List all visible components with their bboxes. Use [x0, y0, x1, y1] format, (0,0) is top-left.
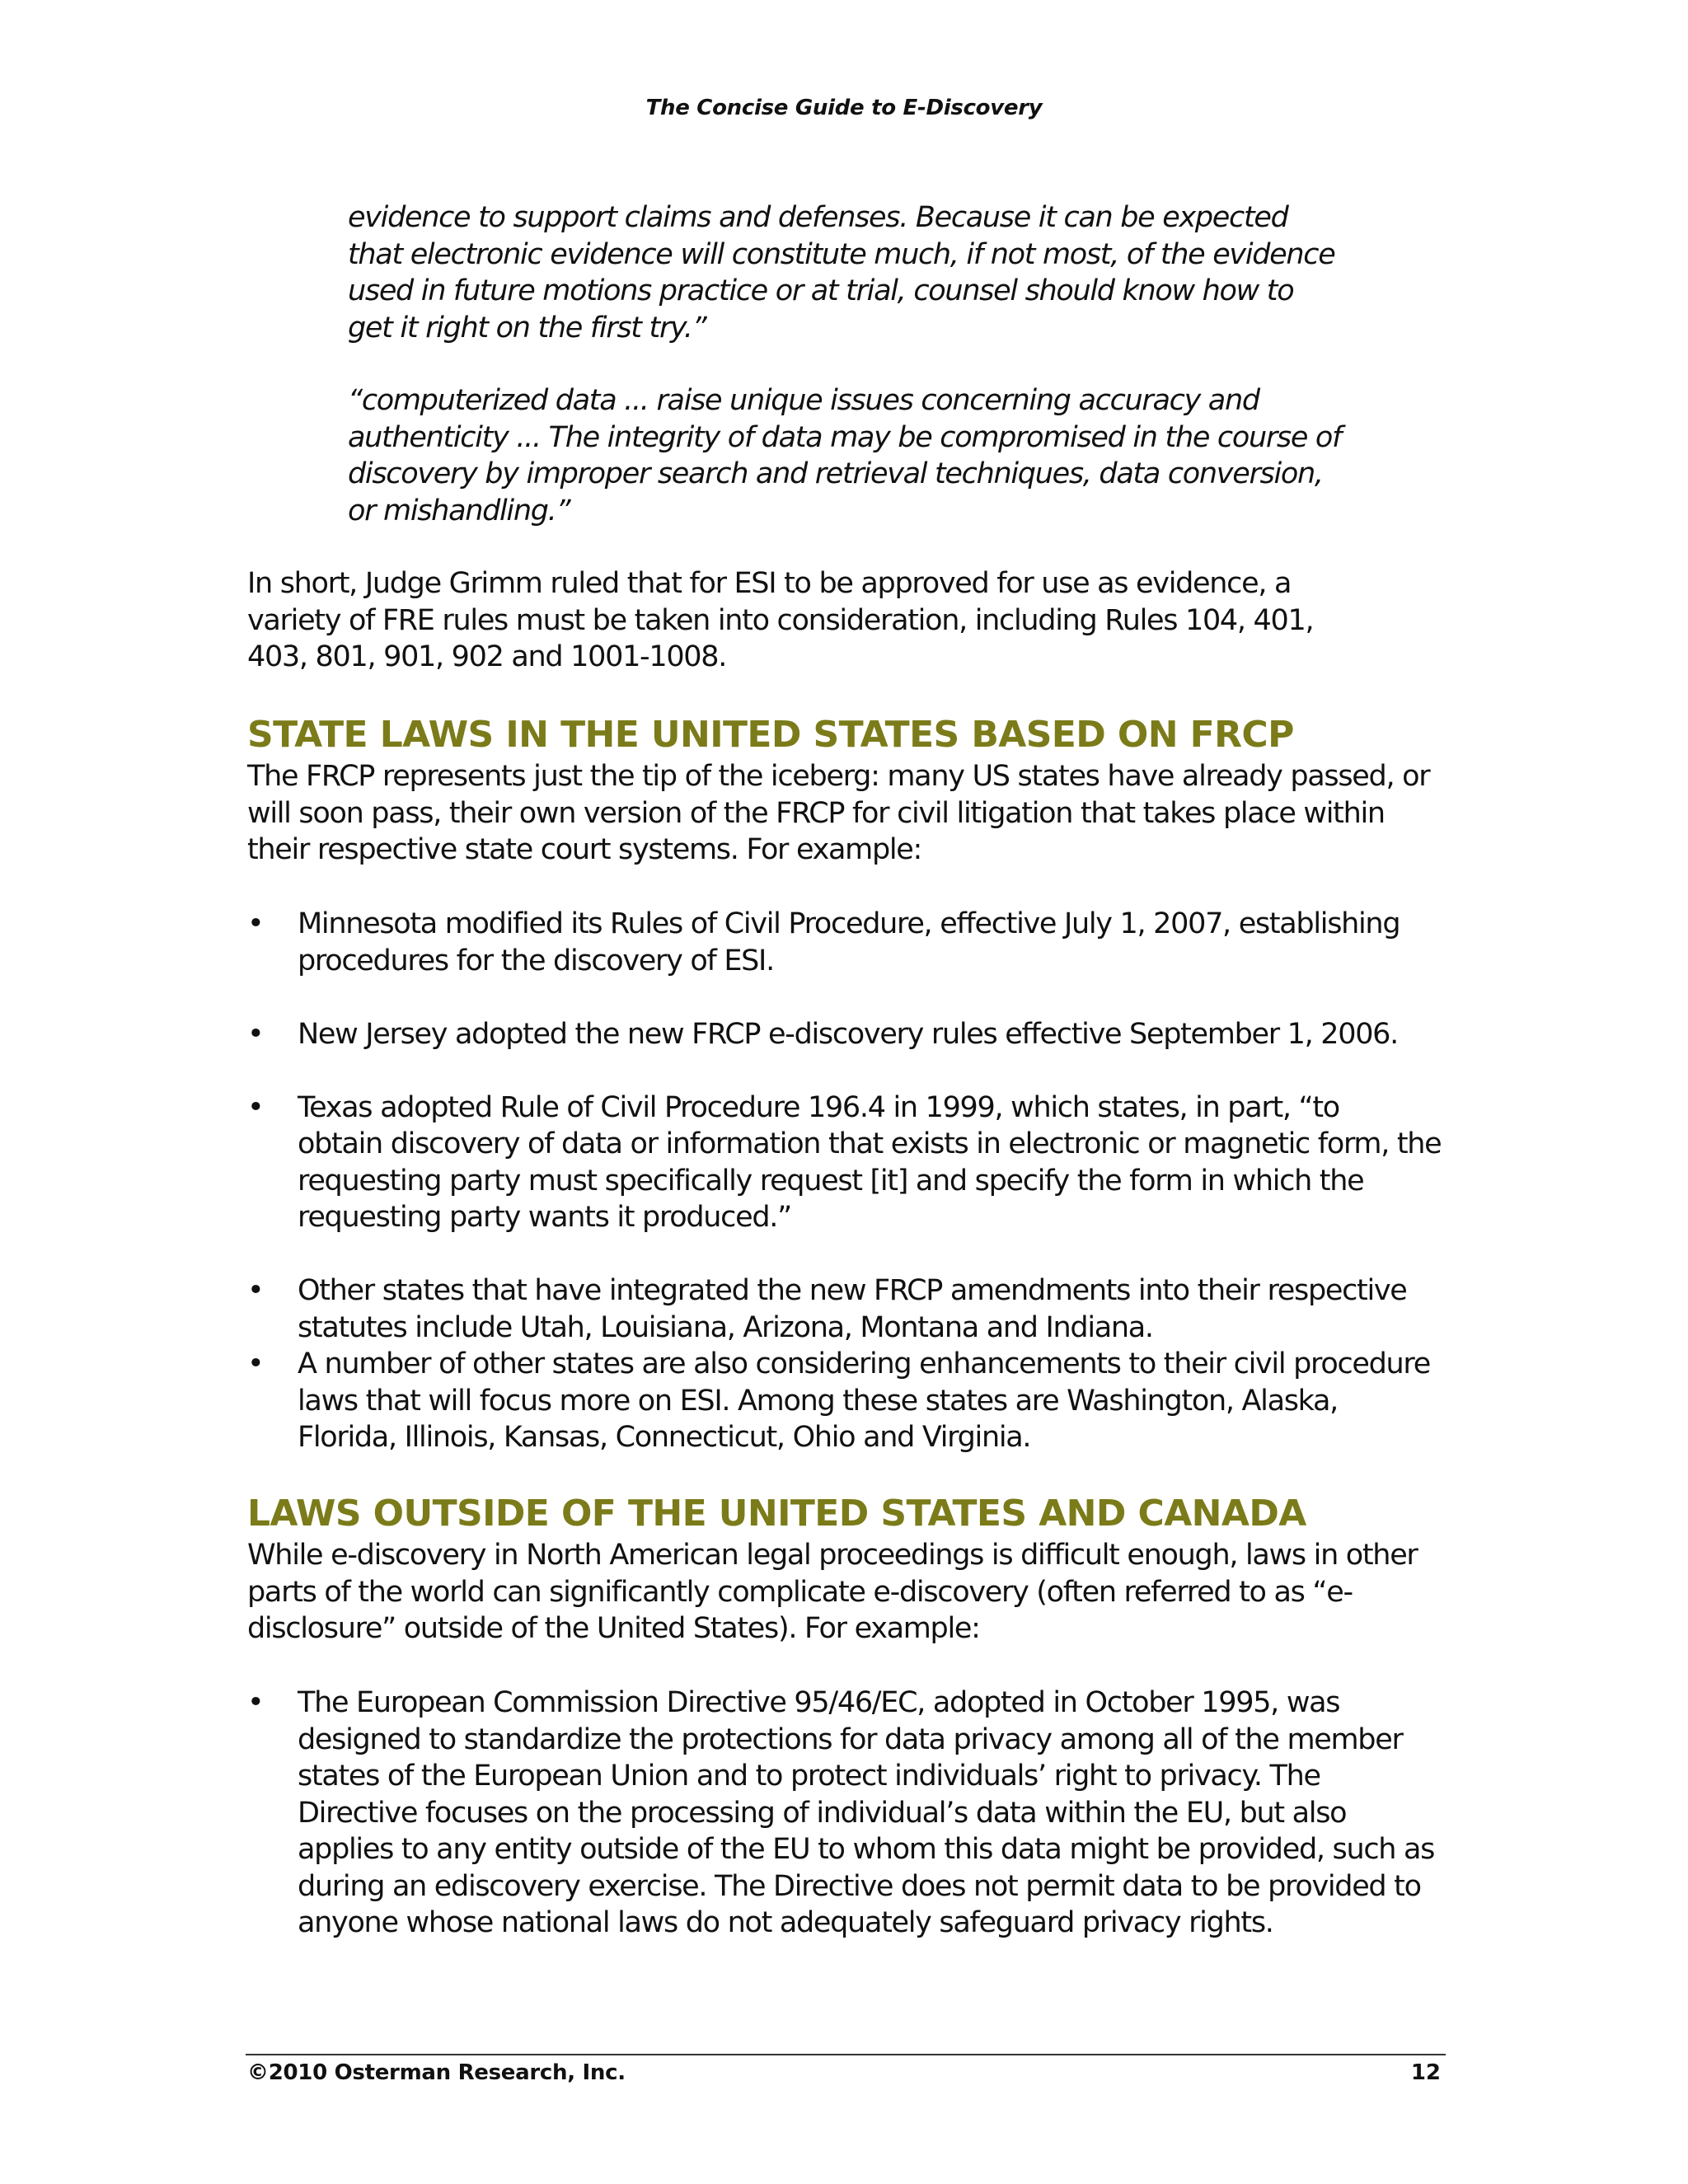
- block-quote: [348, 199, 1436, 346]
- quote-line: that electronic evidence will constitute much, if not most, of the evidence: [348, 237, 1335, 271]
- bullet-icon: •: [247, 907, 264, 940]
- laws-outside-intro-paragraph: [247, 1537, 1451, 1647]
- quote-line: authenticity ... The integrity of data may be compromised in the course of: [348, 420, 1342, 454]
- list-item: [247, 1016, 1467, 1053]
- bullet-icon: •: [247, 1347, 264, 1380]
- quote-line: “computerized data ... raise unique issues concerning accuracy and: [348, 384, 1259, 417]
- paragraph-line: variety of FRE rules must be taken into consideration, including Rules 104, 401,: [247, 603, 1314, 637]
- footer-copyright: ©2010 Osterman Research, Inc.: [247, 2060, 626, 2085]
- block-quote: [348, 382, 1436, 529]
- bullet-line: The European Commission Directive 95/46/EC, adopted in October 1995, was: [298, 1686, 1340, 1719]
- page-number: 12: [1410, 2060, 1441, 2085]
- bullet-line: requesting party must specifically request [it] and specify the form in which the: [298, 1164, 1364, 1197]
- bullet-line: procedures for the discovery of ESI.: [298, 944, 774, 977]
- paragraph-line: disclosure” outside of the United States). For example:: [247, 1612, 980, 1645]
- section-heading-laws-outside-us: LAWS OUTSIDE OF THE UNITED STATES AND CANADA: [247, 1493, 1306, 1535]
- paragraph-line: While e-discovery in North American legal proceedings is difficult enough, laws in other: [247, 1539, 1418, 1572]
- list-item: [247, 1685, 1467, 1942]
- bullet-line: Directive focuses on the processing of individual’s data within the EU, but also: [298, 1796, 1347, 1830]
- bullet-line: states of the European Union and to protect individuals’ right to privacy. The: [298, 1760, 1320, 1793]
- paragraph-line: will soon pass, their own version of the FRCP for civil litigation that takes place within: [247, 796, 1385, 830]
- bullet-line: requesting party wants it produced.”: [298, 1201, 791, 1234]
- laws-outside-bullet-list: [247, 1685, 1467, 1942]
- quote-line: discovery by improper search and retrieval techniques, data conversion,: [348, 457, 1323, 490]
- section-heading-state-laws: STATE LAWS IN THE UNITED STATES BASED ON FRCP: [247, 714, 1294, 756]
- summary-paragraph: [247, 565, 1451, 676]
- state-laws-bullet-list: [247, 906, 1467, 1456]
- bullet-line: New Jersey adopted the new FRCP e-discovery rules effective September 1, 2006.: [298, 1017, 1398, 1051]
- bullet-line: during an ediscovery exercise. The Directive does not permit data to be provided to: [298, 1869, 1421, 1903]
- quote-line: used in future motions practice or at trial, counsel should know how to: [348, 274, 1294, 307]
- paragraph-line: The FRCP represents just the tip of the iceberg: many US states have already passed, or: [247, 760, 1430, 793]
- bullet-icon: •: [247, 1686, 264, 1719]
- state-laws-intro-paragraph: [247, 758, 1451, 869]
- bullet-line: statutes include Utah, Louisiana, Arizona, Montana and Indiana.: [298, 1310, 1153, 1344]
- paragraph-line: parts of the world can significantly complicate e-discovery (often referred to as “e-: [247, 1575, 1353, 1609]
- quote-line: evidence to support claims and defenses. Because it can be expected: [348, 201, 1288, 234]
- quote-line: or mishandling.”: [348, 494, 570, 527]
- paragraph-line: their respective state court systems. For example:: [247, 833, 922, 866]
- bullet-icon: •: [247, 1274, 264, 1307]
- bullet-line: anyone whose national laws do not adequately safeguard privacy rights.: [298, 1906, 1273, 1939]
- bullet-line: Florida, Illinois, Kansas, Connecticut, Ohio and Virginia.: [298, 1421, 1031, 1454]
- paragraph-line: In short, Judge Grimm ruled that for ESI to be approved for use as evidence, a: [247, 567, 1292, 600]
- list-item: [247, 1090, 1467, 1236]
- bullet-line: Texas adopted Rule of Civil Procedure 196.4 in 1999, which states, in part, “to: [298, 1090, 1339, 1124]
- bullet-line: Minnesota modified its Rules of Civil Procedure, effective July 1, 2007, establishing: [298, 907, 1400, 940]
- list-item: [247, 1272, 1467, 1346]
- bullet-line: laws that will focus more on ESI. Among these states are Washington, Alaska,: [298, 1384, 1338, 1418]
- bullet-icon: •: [247, 1090, 264, 1124]
- list-item: [247, 906, 1467, 979]
- bullet-line: obtain discovery of data or information that exists in electronic or magnetic form, the: [298, 1127, 1442, 1160]
- footer-divider: [246, 2054, 1446, 2055]
- bullet-line: A number of other states are also considering enhancements to their civil procedure: [298, 1347, 1430, 1380]
- paragraph-line: 403, 801, 901, 902 and 1001-1008.: [247, 640, 727, 673]
- bullet-line: applies to any entity outside of the EU to whom this data might be provided, such as: [298, 1833, 1435, 1866]
- list-item: [247, 1346, 1467, 1456]
- running-header-title: The Concise Guide to E-Discovery: [645, 96, 1043, 120]
- quote-line: get it right on the first try.”: [348, 311, 706, 344]
- bullet-line: Other states that have integrated the new FRCP amendments into their respective: [298, 1274, 1407, 1307]
- bullet-line: designed to standardize the protections for data privacy among all of the member: [298, 1722, 1403, 1756]
- bullet-icon: •: [247, 1017, 264, 1051]
